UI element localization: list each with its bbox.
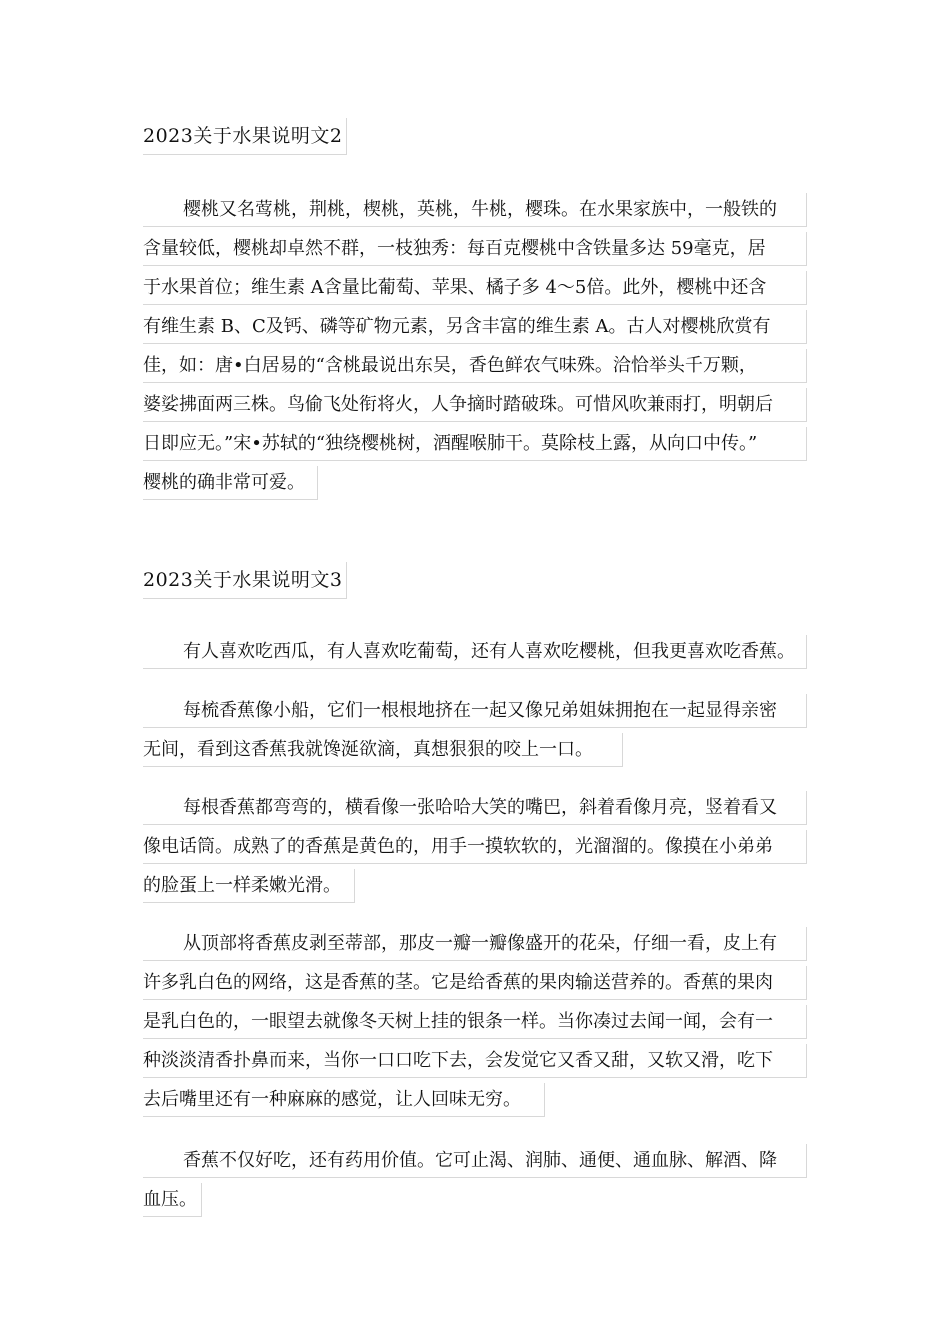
- text-line: 去后嘴里还有一种麻麻的感觉，让人回味无穷。: [143, 1083, 545, 1117]
- text-line: 含量较低，樱桃却卓然不群，一枝独秀：每百克樱桃中含铁量多达 59毫克，居: [143, 232, 807, 266]
- section-heading: 2023关于水果说明文2: [143, 118, 347, 155]
- text-line: 香蕉不仅好吃，还有药用价值。它可止渴、润肺、通便、通血脉、解酒、降: [143, 1144, 807, 1178]
- text-line: 每梳香蕉像小船，它们一根根地挤在一起又像兄弟姐妹拥抱在一起显得亲密: [143, 694, 807, 728]
- text-line: 的脸蛋上一样柔嫩光滑。: [143, 869, 355, 903]
- text-line: 婆娑拂面两三株。鸟偷飞处衔将火，人争摘时踏破珠。可惜风吹兼雨打，明朝后: [143, 388, 807, 422]
- section-heading: 2023关于水果说明文3: [143, 562, 347, 599]
- text-line: 血压。: [143, 1183, 202, 1217]
- text-line: 是乳白色的，一眼望去就像冬天树上挂的银条一样。当你凑过去闻一闻，会有一: [143, 1005, 807, 1039]
- text-line: 日即应无。”宋•苏轼的“独绕樱桃树，酒醒喉肺干。莫除枝上露，从向口中传。”: [143, 427, 807, 461]
- text-line: 无间，看到这香蕉我就馋涎欲滴，真想狠狠的咬上一口。: [143, 733, 623, 767]
- text-line: 于水果首位；维生素 A含量比葡萄、苹果、橘子多 4～5倍。此外，樱桃中还含: [143, 271, 807, 305]
- text-line: 有人喜欢吃西瓜，有人喜欢吃葡萄，还有人喜欢吃樱桃，但我更喜欢吃香蕉。: [143, 635, 807, 669]
- text-line: 有维生素 B、C及钙、磷等矿物元素，另含丰富的维生素 A。古人对樱桃欣赏有: [143, 310, 807, 344]
- text-line: 从顶部将香蕉皮剥至蒂部，那皮一瓣一瓣像盛开的花朵，仔细一看，皮上有: [143, 927, 807, 961]
- text-line: 许多乳白色的网络，这是香蕉的茎。它是给香蕉的果肉输送营养的。香蕉的果肉: [143, 966, 807, 1000]
- text-line: 樱桃的确非常可爱。: [143, 466, 318, 500]
- text-line: 樱桃又名莺桃，荆桃，楔桃，英桃，牛桃，樱珠。在水果家族中，一般铁的: [143, 193, 807, 227]
- text-line: 像电话筒。成熟了的香蕉是黄色的，用手一摸软软的，光溜溜的。像摸在小弟弟: [143, 830, 807, 864]
- text-line: 每根香蕉都弯弯的，横看像一张哈哈大笑的嘴巴，斜着看像月亮，竖着看又: [143, 791, 807, 825]
- text-line: 佳，如：唐•白居易的“含桃最说出东吴，香色鲜农气味殊。洽恰举头千万颗，: [143, 349, 807, 383]
- text-line: 种淡淡清香扑鼻而来，当你一口口吃下去，会发觉它又香又甜，又软又滑，吃下: [143, 1044, 807, 1078]
